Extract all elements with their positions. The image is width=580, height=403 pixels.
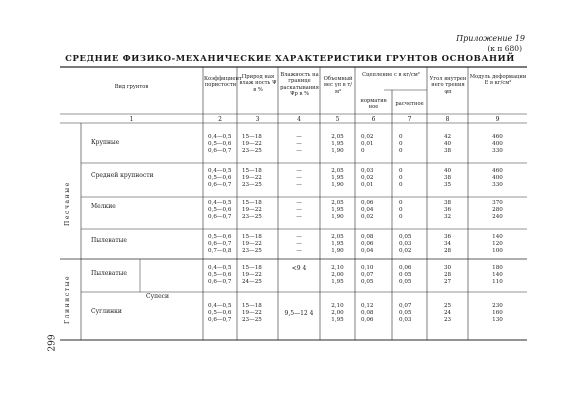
- header-cohesion-normative: норматив ное: [360, 98, 387, 111]
- supesi-label: Супеси: [146, 293, 170, 300]
- row-2-porosity: 0,4—0,5 0,5—0,6 0,6—0,7: [208, 200, 232, 220]
- row-2-moisture: 15—18 19—22 23—25: [242, 200, 262, 220]
- page-number: 299: [47, 334, 58, 352]
- col-num-5: 5: [335, 116, 340, 123]
- row-3-weight: 2,05 1,95 1,90: [331, 234, 344, 254]
- group-clays-label: Глинистые: [64, 274, 71, 324]
- soil-name-silty-clay: Пылеватые: [91, 270, 127, 277]
- row-0-moisture: 15—18 19—22 23—25: [242, 134, 262, 154]
- row-4-modulus: 180 140 110: [492, 265, 503, 285]
- row-5-porosity: 0,4—0,5 0,5—0,6 0,6—0,7: [208, 303, 232, 323]
- header-plastic-limit: Влажность на границе раскатывания Ψр в %: [280, 72, 319, 98]
- row-0-modulus: 460 400 330: [492, 134, 503, 154]
- header-moisture: Природ ная влаж ность Ψ в %: [239, 74, 277, 93]
- row-4-moisture: 15—18 19—22 24—25: [242, 265, 262, 285]
- row-3-friction: 36 34 28: [443, 234, 452, 254]
- row-0-plastic: — — —: [296, 134, 302, 154]
- header-friction-angle: Угол внутрен него трения φп: [429, 76, 467, 95]
- row-1-cohesion-calculated: 0 0 0: [399, 168, 403, 188]
- row-5-weight: 2,10 2,00 1,95: [331, 303, 344, 323]
- row-2-weight: 2,05 1,95 1,90: [331, 200, 344, 220]
- col-num-4: 4: [297, 116, 301, 123]
- col-num-3: 3: [255, 116, 260, 123]
- col-num-2: 2: [218, 116, 222, 123]
- soil-name-coarse: Крупные: [91, 139, 120, 146]
- appendix-label: Приложение 19: [456, 34, 525, 43]
- col-num-8: 8: [445, 116, 450, 123]
- row-4-porosity: 0,4—0,5 0,5—0,6 0,6—0,7: [208, 265, 232, 285]
- row-5-plastic: 9,5—12 4: [284, 310, 314, 317]
- row-4-friction: 30 28 27: [443, 265, 452, 285]
- row-0-weight: 2,05 1,95 1,90: [331, 134, 344, 154]
- row-4-weight: 2,10 2,00 1,95: [331, 265, 344, 285]
- row-2-cohesion-normative: 0,06 0,04 0,02: [361, 200, 374, 220]
- row-4-cohesion-calculated: 0,06 0 05 0,05: [399, 265, 412, 285]
- row-4-plastic: <9 4: [291, 265, 307, 272]
- soil-name-loam: Суглинки: [91, 308, 122, 315]
- header-soil-type: Вид грунтов: [114, 84, 149, 90]
- row-3-cohesion-calculated: 0,05 0,03 0,02: [399, 234, 412, 254]
- row-5-cohesion-calculated: 0,07 0,05 0,03: [399, 303, 412, 323]
- row-1-weight: 2,05 1,95 1,90: [331, 168, 344, 188]
- table-title: СРЕДНИЕ ФИЗИКО-МЕХАНИЧЕСКИЕ ХАРАКТЕРИСТИКИ ГРУНТОВ ОСНОВАНИЙ: [65, 54, 515, 64]
- row-5-friction: 25 24 23: [443, 303, 452, 323]
- row-3-modulus: 140 120 100: [492, 234, 503, 254]
- row-2-cohesion-calculated: 0 0 0: [399, 200, 403, 220]
- row-1-moisture: 15—18 19—22 23—25: [242, 168, 262, 188]
- row-4-cohesion-normative: 0,10 0,07 0,05: [361, 265, 374, 285]
- soil-name-silty-sand: Пылеватые: [91, 237, 127, 244]
- row-1-plastic: — — —: [296, 168, 302, 188]
- appendix-reference: (к п 680): [487, 44, 522, 53]
- row-0-cohesion-calculated: 0 0 0: [399, 134, 403, 154]
- header-deformation-modulus: Модуль деформации Е в кг/см²: [469, 74, 527, 87]
- col-num-7: 7: [407, 116, 412, 123]
- header-cohesion-calculated: расчетное: [395, 101, 424, 107]
- row-1-friction: 40 38 35: [443, 168, 452, 188]
- row-1-cohesion-normative: 0,03 0,02 0,01: [361, 168, 374, 188]
- row-2-plastic: — — —: [296, 200, 302, 220]
- row-3-plastic: — — —: [296, 234, 302, 254]
- soil-name-fine: Мелкие: [91, 203, 116, 210]
- col-num-9: 9: [495, 116, 500, 123]
- row-0-cohesion-normative: 0,02 0,01 0: [361, 134, 374, 154]
- col-num-6: 6: [371, 116, 376, 123]
- group-sands-label: Песчаные: [64, 181, 71, 226]
- row-5-cohesion-normative: 0,12 0,08 0,06: [361, 303, 374, 323]
- row-1-modulus: 460 400 330: [492, 168, 503, 188]
- col-num-1: 1: [129, 116, 134, 123]
- row-2-modulus: 370 280 240: [492, 200, 503, 220]
- header-cohesion: Сцепление с в кг/см²: [362, 72, 420, 78]
- header-unit-weight: Объемный вес γп в т/м³: [323, 76, 353, 95]
- row-5-moisture: 15—18 19—22 23—25: [242, 303, 262, 323]
- row-3-cohesion-normative: 0,08 0,06 0,04: [361, 234, 374, 254]
- row-0-friction: 42 40 38: [443, 134, 452, 154]
- row-5-modulus: 230 160 130: [492, 303, 503, 323]
- soil-name-medium: Средней крупности: [91, 172, 154, 179]
- row-1-porosity: 0,4—0,5 0,5—0,6 0,6—0,7: [208, 168, 232, 188]
- row-2-friction: 38 36 32: [443, 200, 452, 220]
- row-0-porosity: 0,4—0,5 0,5—0,6 0,6—0,7: [208, 134, 232, 154]
- header-porosity: Коэффициент пористости: [204, 76, 242, 89]
- row-3-moisture: 15—18 19—22 23—25: [242, 234, 262, 254]
- row-3-porosity: 0,5—0,6 0,6—0,7 0,7—0,8: [208, 234, 232, 254]
